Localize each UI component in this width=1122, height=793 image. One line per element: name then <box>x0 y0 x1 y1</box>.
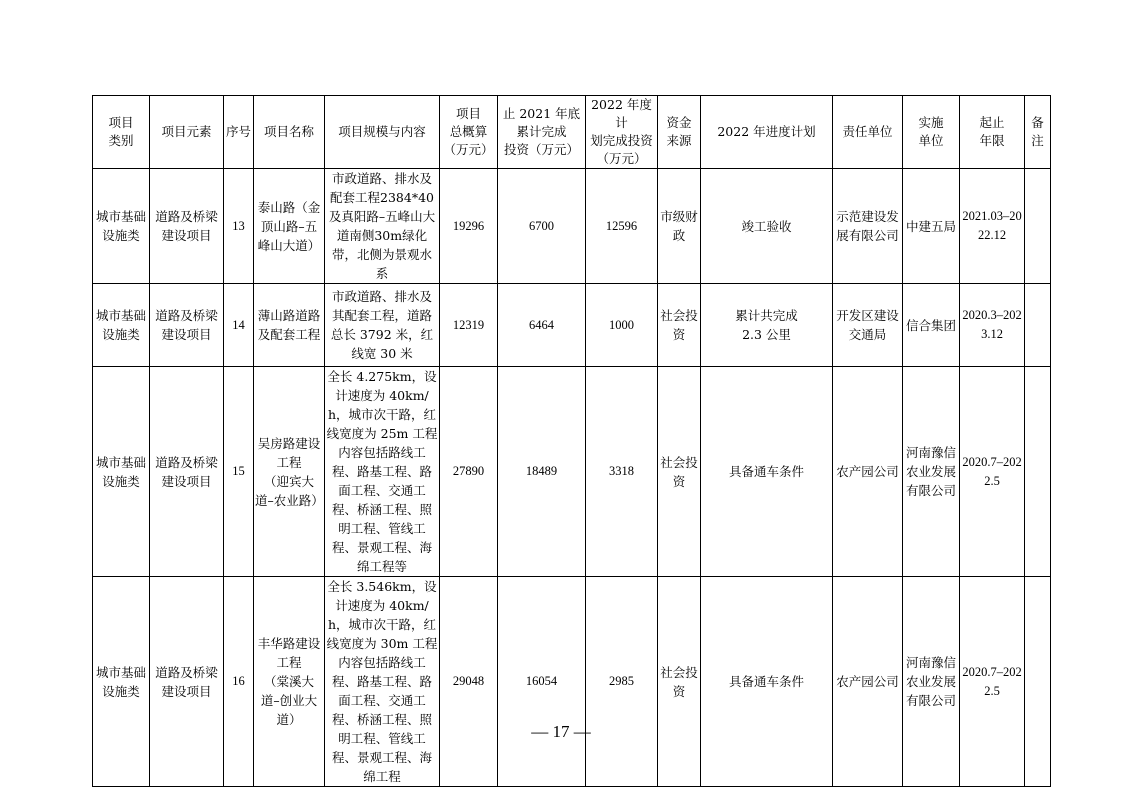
cell-fund: 市级财政 <box>658 169 701 284</box>
cell-responsible: 开发区建设交通局 <box>833 284 903 367</box>
cell-fund: 社会投资 <box>658 284 701 367</box>
cell-seq: 15 <box>224 367 254 577</box>
cell-category: 城市基础设施类 <box>93 169 150 284</box>
header-category-text: 项目 类别 <box>108 115 134 148</box>
cell-total: 19296 <box>440 169 498 284</box>
header-plan2022-text: 2022 年度计 划完成投资 （万元） <box>590 97 653 166</box>
header-progress: 2022 年进度计划 <box>701 96 833 169</box>
cell-implementer: 河南豫信农业发展有限公司 <box>903 577 960 787</box>
project-table <box>92 95 1051 787</box>
cell-seq: 14 <box>224 284 254 367</box>
cell-fund: 社会投资 <box>658 367 701 577</box>
cell-implementer: 信合集团 <box>903 284 960 367</box>
cell-plan2022: 12596 <box>586 169 658 284</box>
header-total-text: 项目 总概算 （万元） <box>443 106 494 157</box>
cell-name-text: 吴房路建设工程 （迎宾大道–农业路） <box>255 435 324 508</box>
cell-total: 29048 <box>440 577 498 787</box>
header-implementer <box>903 96 960 169</box>
table-row <box>93 577 1051 787</box>
cell-cumulative: 6464 <box>498 284 586 367</box>
cell-plan2022: 1000 <box>586 284 658 367</box>
header-plan2022 <box>586 96 658 169</box>
cell-name: 薄山路道路及配套工程 <box>254 284 325 367</box>
header-period-text: 起止 年限 <box>979 115 1005 148</box>
cell-element: 道路及桥梁建设项目 <box>150 367 224 577</box>
cell-remark <box>1025 169 1051 284</box>
cell-progress: 具备通车条件 <box>701 367 833 577</box>
header-implementer-text: 实施 单位 <box>918 115 944 148</box>
cell-plan2022: 2985 <box>586 577 658 787</box>
cell-seq: 16 <box>224 577 254 787</box>
header-remark-text: 备 注 <box>1031 115 1044 148</box>
cell-element: 道路及桥梁建设项目 <box>150 284 224 367</box>
header-cumulative <box>498 96 586 169</box>
cell-scope: 全长 4.275km，设计速度为 40km/h，城市次干路，红线宽度为 25m 工程内容包括路线工程、路基工程、路面工程、交通工程、桥涵工程、照明工程、管线工程、景观工程、海绵工程等 <box>325 367 440 577</box>
page-number: — 17 — <box>531 722 591 741</box>
cell-name-text: 丰华路建设工程 （棠溪大道–创业大道） <box>257 636 321 727</box>
cell-progress <box>701 284 833 367</box>
cell-progress-text: 累计共完成 2.3 公里 <box>735 308 798 342</box>
cell-total: 12319 <box>440 284 498 367</box>
table-row <box>93 169 1051 284</box>
header-cumulative-text: 止 2021 年底 累计完成 投资（万元） <box>502 106 581 157</box>
cell-remark <box>1025 577 1051 787</box>
header-responsible: 责任单位 <box>833 96 903 169</box>
cell-period: 2020.7–2022.5 <box>960 367 1025 577</box>
header-remark <box>1025 96 1051 169</box>
cell-period: 2020.7–2022.5 <box>960 577 1025 787</box>
cell-name <box>254 577 325 787</box>
cell-category: 城市基础设施类 <box>93 577 150 787</box>
cell-progress: 竣工验收 <box>701 169 833 284</box>
cell-scope: 市政道路、排水及其配套工程，道路总长 3792 米，红线宽 30 米 <box>325 284 440 367</box>
header-element: 项目元素 <box>150 96 224 169</box>
cell-category: 城市基础设施类 <box>93 367 150 577</box>
cell-progress: 具备通车条件 <box>701 577 833 787</box>
cell-category: 城市基础设施类 <box>93 284 150 367</box>
cell-responsible: 农产园公司 <box>833 577 903 787</box>
cell-cumulative: 16054 <box>498 577 586 787</box>
cell-name <box>254 367 325 577</box>
header-period <box>960 96 1025 169</box>
header-fund <box>658 96 701 169</box>
cell-name: 泰山路（金顶山路–五峰山大道） <box>254 169 325 284</box>
header-seq: 序号 <box>224 96 254 169</box>
cell-implementer: 河南豫信农业发展有限公司 <box>903 367 960 577</box>
cell-scope: 市政道路、排水及配套工程2384*40及真阳路–五峰山大道南侧30m绿化带，北侧为景观水系 <box>325 169 440 284</box>
cell-cumulative: 6700 <box>498 169 586 284</box>
cell-cumulative: 18489 <box>498 367 586 577</box>
cell-period: 2021.03–2022.12 <box>960 169 1025 284</box>
header-name: 项目名称 <box>254 96 325 169</box>
header-total <box>440 96 498 169</box>
header-fund-text: 资金 来源 <box>666 115 692 148</box>
cell-remark <box>1025 284 1051 367</box>
cell-element: 道路及桥梁建设项目 <box>150 577 224 787</box>
cell-plan2022: 3318 <box>586 367 658 577</box>
cell-total: 27890 <box>440 367 498 577</box>
cell-element: 道路及桥梁建设项目 <box>150 169 224 284</box>
cell-responsible: 示范建设发展有限公司 <box>833 169 903 284</box>
cell-period: 2020.3–2023.12 <box>960 284 1025 367</box>
cell-fund: 社会投资 <box>658 577 701 787</box>
cell-seq: 13 <box>224 169 254 284</box>
cell-scope: 全长 3.546km，设计速度为 40km/h，城市次干路，红线宽度为 30m 工程内容包括路线工程、路基工程、路面工程、交通工程、桥涵工程、照明工程、管线工程、景观工程、海绵工程 <box>325 577 440 787</box>
header-scope: 项目规模与内容 <box>325 96 440 169</box>
header-row <box>93 96 1051 169</box>
table-row <box>93 367 1051 577</box>
table-row <box>93 284 1051 367</box>
cell-remark <box>1025 367 1051 577</box>
cell-implementer: 中建五局 <box>903 169 960 284</box>
cell-responsible: 农产园公司 <box>833 367 903 577</box>
header-category <box>93 96 150 169</box>
